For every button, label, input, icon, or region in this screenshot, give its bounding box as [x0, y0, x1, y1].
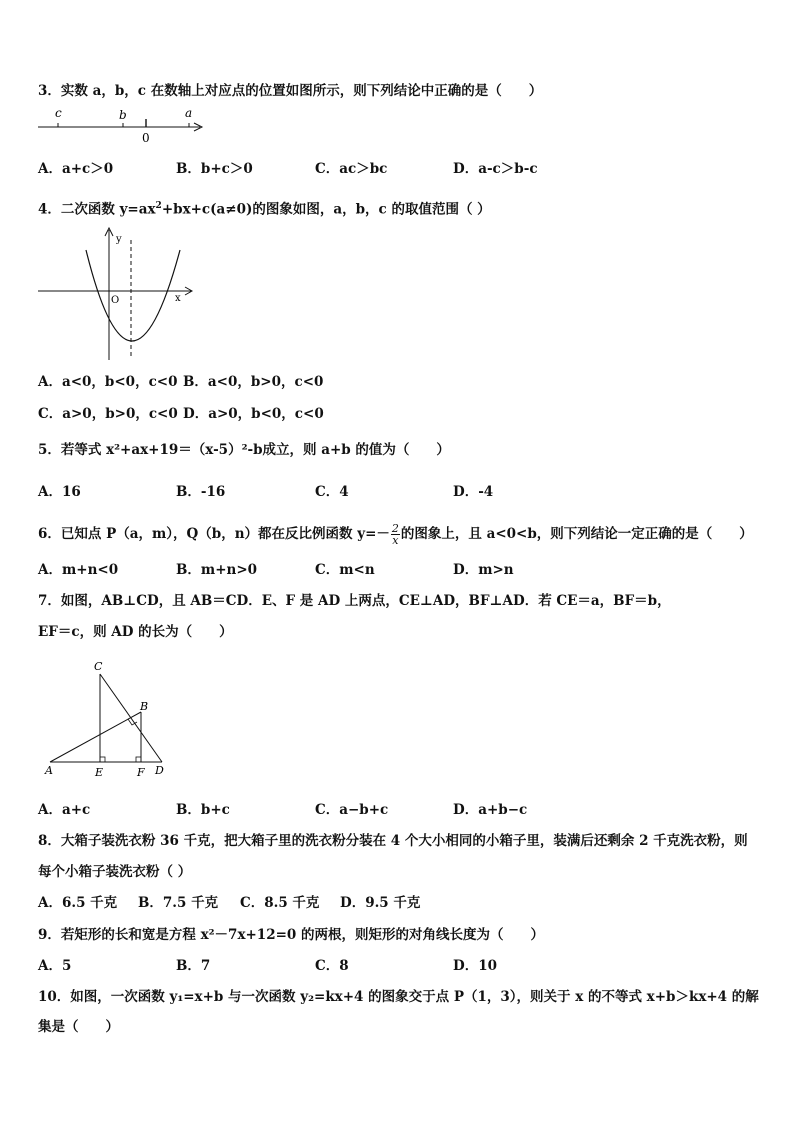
q9-option-d: D．10: [453, 958, 497, 974]
q8-stem-line1: 8．大箱子装洗衣粉 36 千克，把大箱子里的洗衣粉分装在 4 个大小相同的小箱子里，装满后还剩余 2 千克洗衣粉，则: [38, 833, 748, 849]
q7-triangle-figure: [42, 658, 172, 778]
q3-option-b: B．b+c＞0: [176, 161, 253, 177]
q4-stem-sup: 2: [155, 201, 162, 211]
label-F: F: [137, 766, 145, 778]
q3-option-d: D．a-c＞b-c: [453, 161, 538, 177]
q10-stem-line1: 10．如图，一次函数 y₁=x+b 与一次函数 y₂=kx+4 的图象交于点 P（1，3），则关于 x 的不等式 x+b＞kx+4 的解: [38, 989, 759, 1005]
q4-option-a: A．a<0，b<0，c<0: [38, 374, 178, 390]
right-angle-E: [100, 757, 105, 762]
q4-option-c: C．a>0，b>0，c<0: [38, 406, 178, 422]
q4-option-b: B．a<0，b>0，c<0: [183, 374, 324, 390]
right-angle-F: [136, 757, 141, 762]
segment-AB: [50, 712, 141, 762]
label-B: B: [140, 700, 149, 713]
q8-stem-line2: 每个小箱子装洗衣粉（ ）: [38, 864, 192, 880]
q8-option-a: A．6.5 千克: [38, 895, 118, 911]
label-b: b: [119, 108, 127, 122]
q4-stem-pre: 4．二次函数 y=ax: [38, 201, 156, 218]
q5-stem: 5．若等式 x²+ax+19＝（x-5）²-b成立，则 a+b 的值为（ ）: [38, 442, 450, 458]
q3-option-a: A．a+c＞0: [38, 161, 114, 177]
q6-stem-pre: 6．已知点 P（a，m），Q（b，n）都在反比例函数 y=－: [38, 526, 390, 542]
q7-stem-line2: EF＝c，则 AD 的长为（ ）: [38, 624, 233, 640]
q6-option-a: A．m+n<0: [38, 562, 119, 578]
q9-option-b: B．7: [176, 958, 211, 974]
q9-option-c: C．8: [315, 958, 349, 974]
q6-option-d: D．m>n: [453, 562, 514, 578]
label-E: E: [95, 766, 104, 778]
label-C: C: [94, 660, 103, 673]
q5-option-c: C．4: [315, 484, 349, 500]
q10-stem-line2: 集是（ ）: [38, 1019, 119, 1035]
q9-stem: 9．若矩形的长和宽是方程 x²－7x+12=0 的两根，则矩形的对角线长度为（ ）: [38, 927, 544, 943]
q4-option-d: D．a>0，b<0，c<0: [183, 406, 324, 422]
q5-option-d: D．-4: [453, 484, 494, 500]
q7-option-c: C．a−b+c: [315, 802, 389, 818]
q6-stem-post: 的图象上，且 a<0<b，则下列结论一定正确的是（ ）: [400, 526, 753, 542]
q4-stem-post: +bx+c(a≠0)的图象如图，a，b，c 的取值范围（ ）: [161, 201, 491, 218]
label-zero: 0: [142, 131, 150, 145]
q6-fraction: [391, 523, 400, 546]
q8-option-c: C．8.5 千克: [240, 895, 320, 911]
parabola-curve: [86, 250, 180, 341]
q4-stem: [38, 197, 491, 219]
q7-option-a: A．a+c: [38, 802, 91, 818]
label-origin: O: [111, 295, 120, 306]
q6-option-c: C．m<n: [315, 562, 375, 578]
label-c: c: [55, 106, 62, 120]
label-x: x: [175, 293, 181, 304]
q6-fraction-numerator: 2: [391, 522, 399, 535]
label-y: y: [116, 234, 122, 245]
q5-option-b: B．-16: [176, 484, 226, 500]
label-A: A: [45, 764, 53, 777]
q8-option-d: D．9.5 千克: [340, 895, 421, 911]
q8-option-b: B．7.5 千克: [138, 895, 219, 911]
label-D: D: [155, 764, 164, 777]
q4-parabola-figure: [36, 222, 198, 364]
q7-stem-line1: 7．如图，AB⊥CD，且 AB＝CD．E、F 是 AD 上两点，CE⊥AD，BF⊥AD．若 CE＝a，BF＝b，: [38, 593, 671, 609]
q6-option-b: B．m+n>0: [176, 562, 258, 578]
q3-stem: 3．实数 a，b，c 在数轴上对应点的位置如图所示，则下列结论中正确的是（ ）: [38, 83, 543, 99]
q6-fraction-denominator: x: [392, 534, 399, 547]
label-a: a: [185, 106, 193, 120]
q5-option-a: A．16: [38, 484, 81, 500]
q6-stem: [38, 521, 753, 547]
q3-number-line-figure: [36, 104, 208, 146]
q3-option-c: C．ac＞bc: [315, 161, 388, 177]
q7-option-d: D．a+b−c: [453, 802, 528, 818]
q9-option-a: A．5: [38, 958, 72, 974]
q7-option-b: B．b+c: [176, 802, 230, 818]
